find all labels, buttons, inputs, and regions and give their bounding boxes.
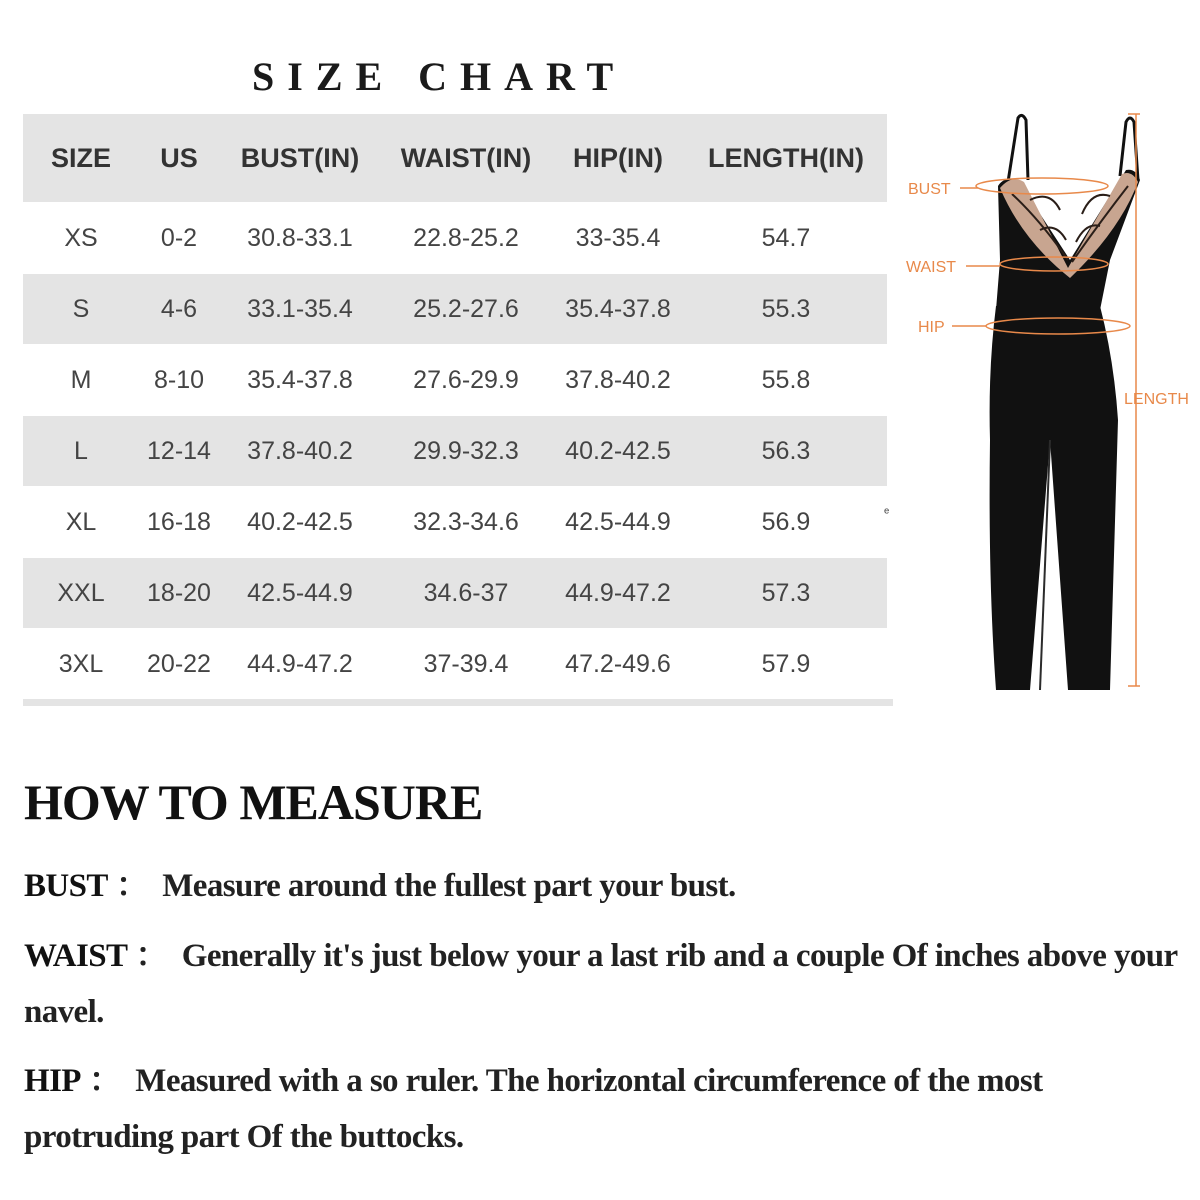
cell-waist: 37-39.4 [381,629,551,700]
cell-length: 55.8 [685,345,887,416]
table-row [23,274,887,345]
bust-separator: ： [115,868,149,904]
hip-term: HIP [24,1063,81,1099]
cell-hip: 33-35.4 [551,203,685,274]
cell-bust: 35.4-37.8 [219,345,381,416]
cell-bust: 40.2-42.5 [219,487,381,558]
cell-us: 18-20 [139,558,219,629]
cell-us: 8-10 [139,345,219,416]
table-row [23,345,887,416]
header-size: SIZE [23,114,139,203]
cell-length: 56.9 [685,487,887,558]
hip-instruction [24,1053,1194,1165]
header-bust: BUST(IN) [219,114,381,203]
waist-instruction [24,928,1194,1040]
cell-length: 57.9 [685,629,887,700]
cell-us: 16-18 [139,487,219,558]
cell-size: XL [23,487,139,558]
waist-term: WAIST [24,938,128,974]
cell-waist: 27.6-29.9 [381,345,551,416]
trousers-shape [990,306,1118,690]
cell-size: XS [23,203,139,274]
cell-bust: 44.9-47.2 [219,629,381,700]
hip-label: HIP [918,319,945,336]
bust-instruction [24,858,1194,914]
cell-length: 57.3 [685,558,887,629]
cell-us: 0-2 [139,203,219,274]
table-row [23,487,887,558]
cell-waist: 22.8-25.2 [381,203,551,274]
waist-separator: ： [135,938,168,974]
cell-hip: 40.2-42.5 [551,416,685,487]
cell-length: 54.7 [685,203,887,274]
cell-hip: 37.8-40.2 [551,345,685,416]
left-strap [1008,115,1028,182]
cell-us: 12-14 [139,416,219,487]
header-waist: WAIST(IN) [381,114,551,203]
jumpsuit-measurement-diagram [900,110,1200,700]
cell-size: 3XL [23,629,139,700]
table-row [23,416,887,487]
cell-bust: 42.5-44.9 [219,558,381,629]
cell-length: 55.3 [685,274,887,345]
cell-size: M [23,345,139,416]
cell-hip: 47.2-49.6 [551,629,685,700]
cell-hip: 42.5-44.9 [551,487,685,558]
cell-size: S [23,274,139,345]
size-chart-table [23,114,890,699]
cell-size: XXL [23,558,139,629]
header-hip: HIP(IN) [551,114,685,203]
waist-description: Generally it's just below your a last rib and a couple Of inches above your navel. [24,938,1177,1030]
table-row [23,558,887,629]
cell-length: 56.3 [685,416,887,487]
bust-description: Measure around the fullest part your bust. [162,868,736,904]
size-chart-title: SIZE CHART [252,54,627,99]
table-bottom-divider [23,699,893,706]
waist-label: WAIST [906,259,957,276]
cell-us: 4-6 [139,274,219,345]
cell-us: 20-22 [139,629,219,700]
cell-bust: 30.8-33.1 [219,203,381,274]
hip-description: Measured with a so ruler. The horizontal circumference of the most protruding part Of the buttocks. [24,1063,1043,1155]
header-us: US [139,114,219,203]
bust-label: BUST [908,181,951,198]
cell-size: L [23,416,139,487]
bust-term: BUST [24,868,108,904]
hip-separator: ： [88,1063,122,1099]
cell-waist: 29.9-32.3 [381,416,551,487]
cell-waist: 25.2-27.6 [381,274,551,345]
cell-waist: 34.6-37 [381,558,551,629]
cell-hip: 44.9-47.2 [551,558,685,629]
jumpsuit-figure [900,110,1200,700]
bust-measure-ring [976,178,1108,194]
table-row [23,629,887,700]
cell-hip: 35.4-37.8 [551,274,685,345]
how-to-measure-title: HOW TO MEASURE [24,774,483,830]
cell-waist: 32.3-34.6 [381,487,551,558]
cell-bust: 37.8-40.2 [219,416,381,487]
table-header-row [23,114,887,203]
length-label: LENGTH [1124,391,1189,408]
table-row [23,203,887,274]
stray-mark: ᵉ [884,504,890,520]
cell-bust: 33.1-35.4 [219,274,381,345]
header-length: LENGTH(IN) [685,114,887,203]
